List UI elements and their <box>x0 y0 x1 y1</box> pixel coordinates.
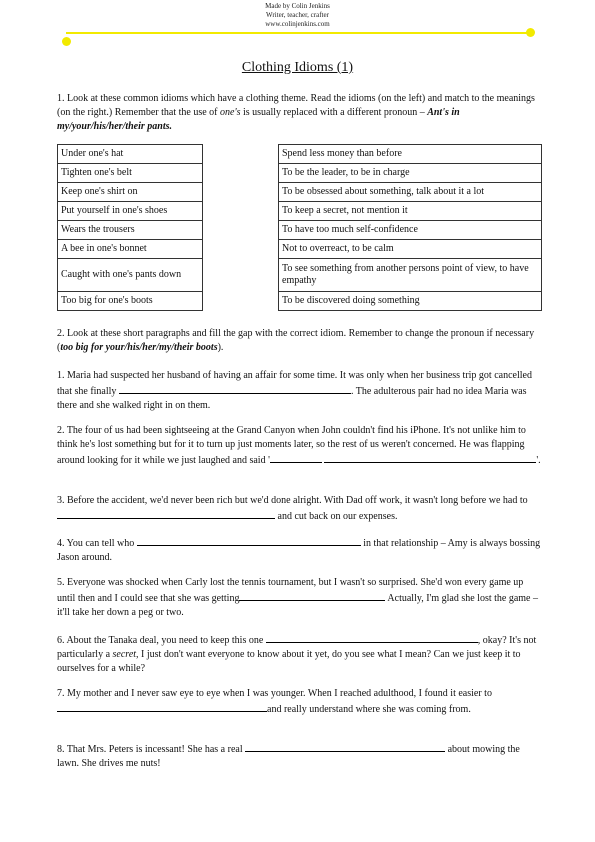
meaning-cell: To be obsessed about something, talk about it a lot <box>279 183 542 202</box>
q1-blank[interactable] <box>119 383 351 394</box>
table-row <box>279 221 542 240</box>
table-row <box>279 164 542 183</box>
q6-text-b: , okay? It's not particularly a <box>57 635 537 660</box>
q4-blank[interactable] <box>137 535 361 546</box>
question-6 <box>57 632 543 676</box>
q2-blank-b[interactable] <box>324 452 536 463</box>
idiom-cell: Under one's hat <box>58 145 203 164</box>
s2-text-a: 2. Look at these short paragraphs and fill the gap with the correct idiom. Remember to change the pronoun if necessary ( <box>57 328 535 353</box>
s1-text-c: is usually replaced with a different pronoun – <box>240 107 428 118</box>
q7-text-b: and really understand where she was coming from. <box>267 704 471 715</box>
header-rule <box>66 32 530 34</box>
table-row <box>58 164 203 183</box>
table-row <box>279 259 542 292</box>
q2-blank-a[interactable] <box>270 452 322 463</box>
idioms-table <box>57 144 203 311</box>
idiom-cell: Put yourself in one's shoes <box>58 202 203 221</box>
question-8 <box>57 741 543 771</box>
question-4 <box>57 535 543 565</box>
table-row <box>279 292 542 311</box>
question-7 <box>57 687 543 717</box>
table-row <box>58 183 203 202</box>
q6-text-a: 6. About the Tanaka deal, you need to keep this one <box>57 635 264 646</box>
q3-text-a: 3. Before the accident, we'd never been rich but we'd done alright. With Dad off work, it wasn't long before we had to <box>57 495 528 506</box>
q2-text-b: '. <box>536 455 541 466</box>
s1-text-d: Ant's in my/your/his/her/their pants. <box>57 107 460 132</box>
table-row <box>279 145 542 164</box>
q3-text-b: and cut back on our expenses. <box>277 511 398 522</box>
section1-instructions <box>57 92 543 134</box>
author-header <box>0 2 595 29</box>
q3-blank[interactable] <box>57 508 275 519</box>
meaning-cell: To be the leader, to be in charge <box>279 164 542 183</box>
author-tagline: Writer, teacher, crafter <box>266 11 329 19</box>
q5-blank[interactable] <box>239 590 385 601</box>
q1-text-b: . The adulterous pair had no idea Maria was there and she walked right in on them. <box>57 386 527 411</box>
header-dot-right <box>526 28 535 37</box>
meaning-cell: Spend less money than before <box>279 145 542 164</box>
q7-blank[interactable] <box>57 701 267 712</box>
table-row <box>58 292 203 311</box>
table-row <box>58 240 203 259</box>
q8-text-a: 8. That Mrs. Peters is incessant! She has a real <box>57 744 243 755</box>
meaning-cell: To be discovered doing something <box>279 292 542 311</box>
idiom-cell: A bee in one's bonnet <box>58 240 203 259</box>
meaning-cell: To have too much self-confidence <box>279 221 542 240</box>
q8-text-b: about mowing the lawn. She drives me nuts! <box>57 744 520 769</box>
meaning-cell: To keep a secret, not mention it <box>279 202 542 221</box>
idiom-cell: Wears the trousers <box>58 221 203 240</box>
q4-text-b: in that relationship – Amy is always bossing Jason around. <box>57 538 541 563</box>
author-website[interactable]: www.colinjenkins.com <box>265 20 330 28</box>
q6-text-d: , I just don't want everyone to know about it yet, do you see what I mean? Can we just keep it to ourselves for a while? <box>57 649 521 674</box>
meanings-table <box>278 144 542 311</box>
s1-text-b: one's <box>220 107 241 118</box>
idiom-cell: Tighten one's belt <box>58 164 203 183</box>
q2-text-a: 2. The four of us had been sightseeing at the Grand Canyon when John couldn't find his iPhone. It's not unlike him to think he's lost something but for it to turn up just moments later, so the rest of us weren't concerned. He was flapping around looking for it while we just laughed and said ' <box>57 425 526 466</box>
q7-text-a: 7. My mother and I never saw eye to eye when I was younger. When I reached adulthood, I found it easier to <box>57 688 492 699</box>
table-row <box>279 240 542 259</box>
idiom-cell: Keep one's shirt on <box>58 183 203 202</box>
idiom-cell: Too big for one's boots <box>58 292 203 311</box>
q6-blank[interactable] <box>266 632 478 643</box>
page-title: Clothing Idioms (1) <box>241 60 354 75</box>
table-row <box>279 202 542 221</box>
question-5 <box>57 576 543 620</box>
table-row <box>58 202 203 221</box>
table-row <box>58 221 203 240</box>
meaning-cell: Not to overreact, to be calm <box>279 240 542 259</box>
meaning-cell: To see something from another persons point of view, to have empathy <box>279 259 542 292</box>
q5-text-b: Actually, I'm glad she lost the game – it'll take her down a peg or two. <box>57 593 538 618</box>
question-1 <box>57 369 543 413</box>
q4-text-a: 4. You can tell who <box>57 538 135 549</box>
question-2 <box>57 424 543 468</box>
table-row <box>58 145 203 164</box>
table-row <box>279 183 542 202</box>
q8-blank[interactable] <box>245 741 445 752</box>
q6-text-c: secret <box>112 649 137 660</box>
s2-text-c: ). <box>217 342 224 353</box>
q1-text-a: 1. Maria had suspected her husband of having an affair for some time. It was only when her business trip got cancelled that she finally <box>57 370 532 397</box>
section2-instructions <box>57 327 543 355</box>
s2-text-b: too big for your/his/her/my/their boots <box>60 342 218 353</box>
header-dot-left <box>62 37 71 46</box>
s1-text-a: 1. Look at these common idioms which have a clothing theme. Read the idioms (on the left) and match to the meanings (on the right.) Remember that the use of <box>57 93 535 118</box>
table-row <box>58 259 203 292</box>
author-name: Made by Colin Jenkins <box>265 2 330 10</box>
idiom-cell: Caught with one's pants down <box>58 259 203 292</box>
q5-text-a: 5. Everyone was shocked when Carly lost the tennis tournament, but I wasn't so surprised. She'd won every game up until then and I could see that she was getting <box>57 577 524 604</box>
question-3 <box>57 494 543 524</box>
